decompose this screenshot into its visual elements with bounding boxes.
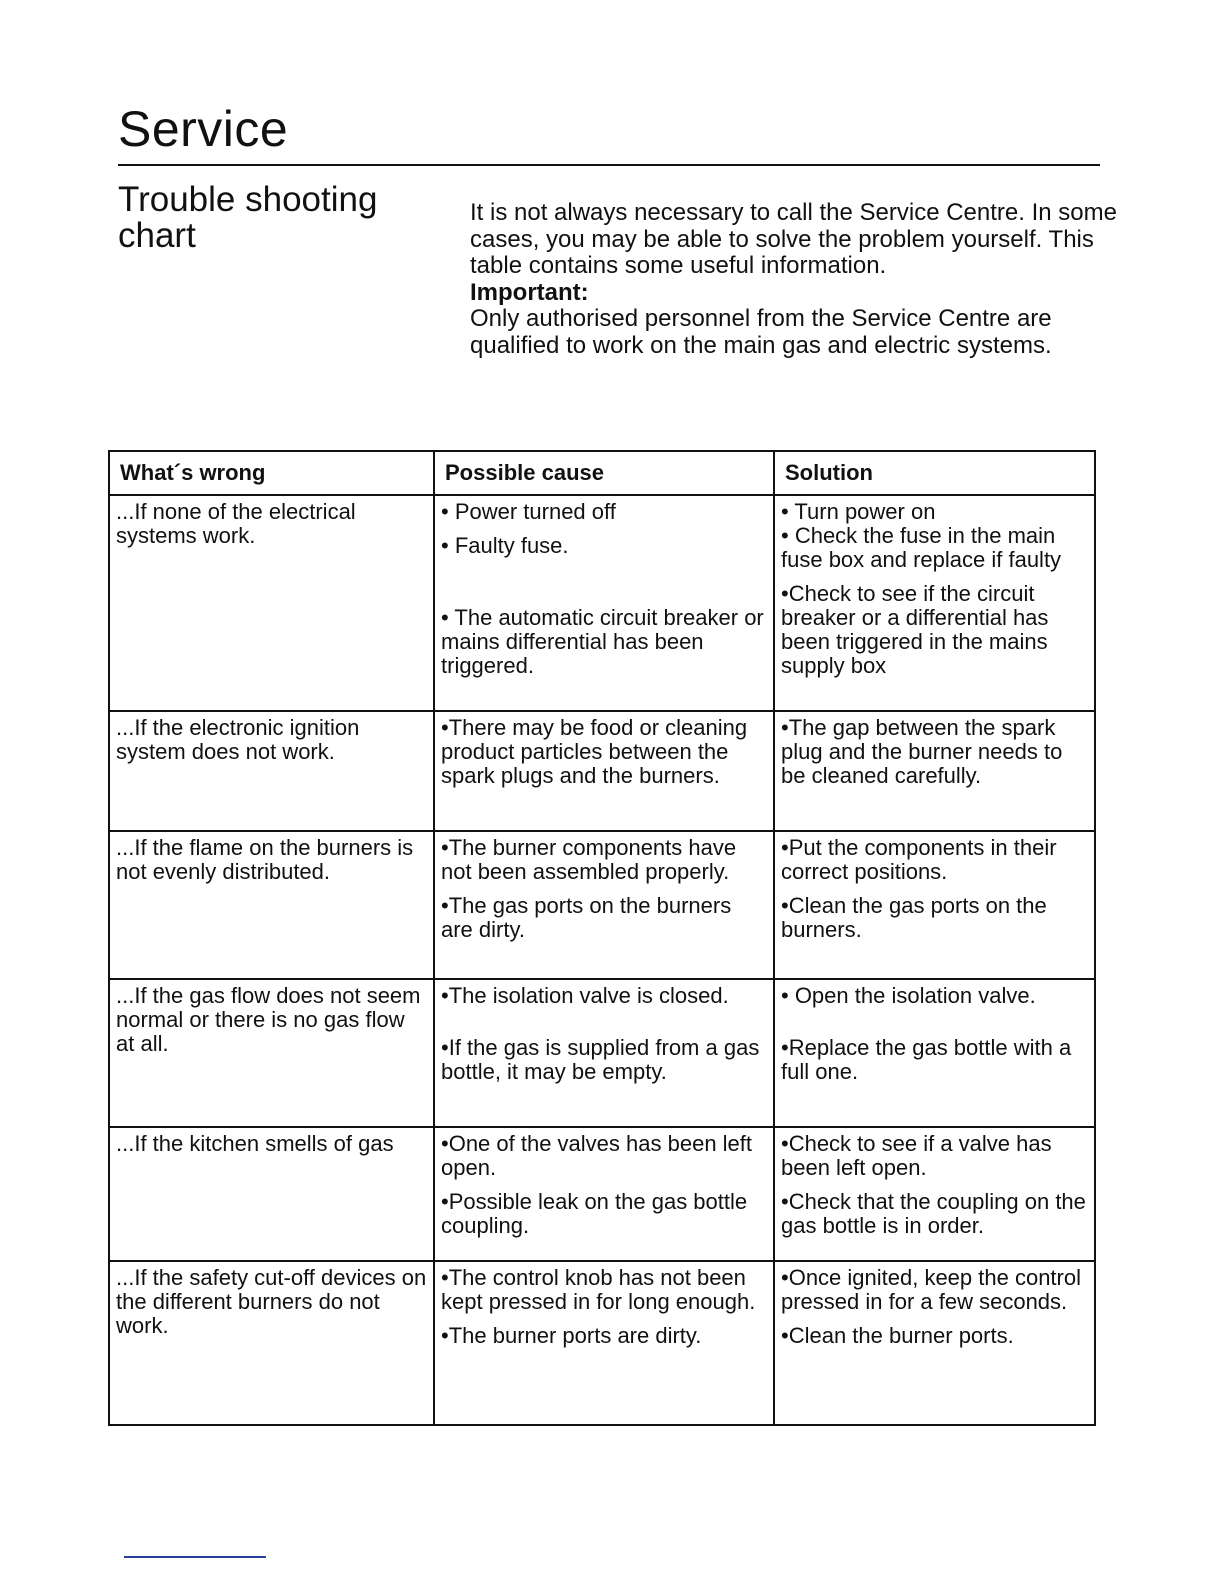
cause-item: • The automatic circuit breaker or mains differential has been triggered. [441,605,764,678]
cause-cell [434,495,774,711]
table-row [109,1127,1095,1261]
cause-item: •The isolation valve is closed. [441,983,729,1008]
solution-item: •Check to see if a valve has been left open. [781,1131,1052,1180]
solution-cell [774,495,1095,711]
problem-text: ...If the kitchen smells of gas [116,1131,394,1156]
problem-cell [109,1261,434,1425]
problem-cell [109,1127,434,1261]
cause-item: •There may be food or cleaning product particles between the spark plugs and the burners. [441,715,748,788]
problem-text: ...If the electronic ignition system does not work. [116,715,360,764]
solution-item: •Check that the coupling on the gas bottle is in order. [781,1189,1086,1238]
cause-cell [434,711,774,831]
solution-item: •Put the components in their correct positions. [781,835,1057,884]
solution-item: •Check to see if the circuit breaker or a differential has been triggered in the mains supply box [781,581,1049,678]
header-solution: Solution [774,451,1095,495]
solution-cell [774,979,1095,1127]
problem-cell [109,711,434,831]
problem-text: ...If the flame on the burners is not evenly distributed. [116,835,414,884]
section-subtitle: Trouble shooting chart [118,180,378,255]
problem-cell [109,831,434,979]
intro-block [470,200,1130,359]
troubleshooting-table [108,450,1096,1426]
cause-cell [434,831,774,979]
cause-item: •The burner components have not been assembled properly. [441,835,737,884]
title-divider [118,164,1100,166]
cause-item: •One of the valves has been left open. [441,1131,753,1180]
solution-cell [774,711,1095,831]
footer-rule [124,1556,266,1558]
solution-cell [774,831,1095,979]
table-row [109,1261,1095,1425]
header-whats-wrong: What´s wrong [109,451,434,495]
problem-cell [109,495,434,711]
table-header-row [109,451,1095,495]
solution-item: •Once ignited, keep the control pressed in for a few seconds. [781,1265,1081,1314]
table-row [109,711,1095,831]
intro-text: It is not always necessary to call the Service Centre. In some cases, you may be able to solve the problem yourself. This table contains some useful information. [470,199,1117,279]
header-possible-cause: Possible cause [434,451,774,495]
solution-item: •Replace the gas bottle with a full one. [781,1035,1072,1084]
problem-text: ...If the safety cut-off devices on the different burners do not work. [116,1265,427,1338]
solution-item: • Open the isolation valve. [781,983,1036,1008]
solution-item: • Turn power on [781,499,936,524]
cause-item: •If the gas is supplied from a gas bottle, it may be empty. [441,1035,760,1084]
table-row [109,979,1095,1127]
problem-text: ...If the gas flow does not seem normal or there is no gas flow at all. [116,983,421,1056]
solution-item: •Clean the gas ports on the burners. [781,893,1047,942]
cause-cell [434,1261,774,1425]
cause-item: • Faulty fuse. [441,533,569,558]
cause-cell [434,979,774,1127]
solution-cell [774,1127,1095,1261]
cause-item: •The burner ports are dirty. [441,1323,702,1348]
solution-cell [774,1261,1095,1425]
table-row [109,495,1095,711]
cause-item: • Power turned off [441,499,616,524]
problem-cell [109,979,434,1127]
table-row [109,831,1095,979]
important-label: Important: [470,278,589,306]
cause-cell [434,1127,774,1261]
important-text: Only authorised personnel from the Service Centre are qualified to work on the main gas and electric systems. [470,305,1052,359]
solution-item: •The gap between the spark plug and the burner needs to be cleaned carefully. [781,715,1063,788]
solution-item: • Check the fuse in the main fuse box and replace if faulty [781,523,1062,572]
problem-text: ...If none of the electrical systems work. [116,499,356,548]
cause-item: •Possible leak on the gas bottle coupling. [441,1189,748,1238]
cause-item: •The gas ports on the burners are dirty. [441,893,732,942]
solution-item: •Clean the burner ports. [781,1323,1014,1348]
cause-item: •The control knob has not been kept pressed in for long enough. [441,1265,756,1314]
page-title: Service [118,101,289,157]
